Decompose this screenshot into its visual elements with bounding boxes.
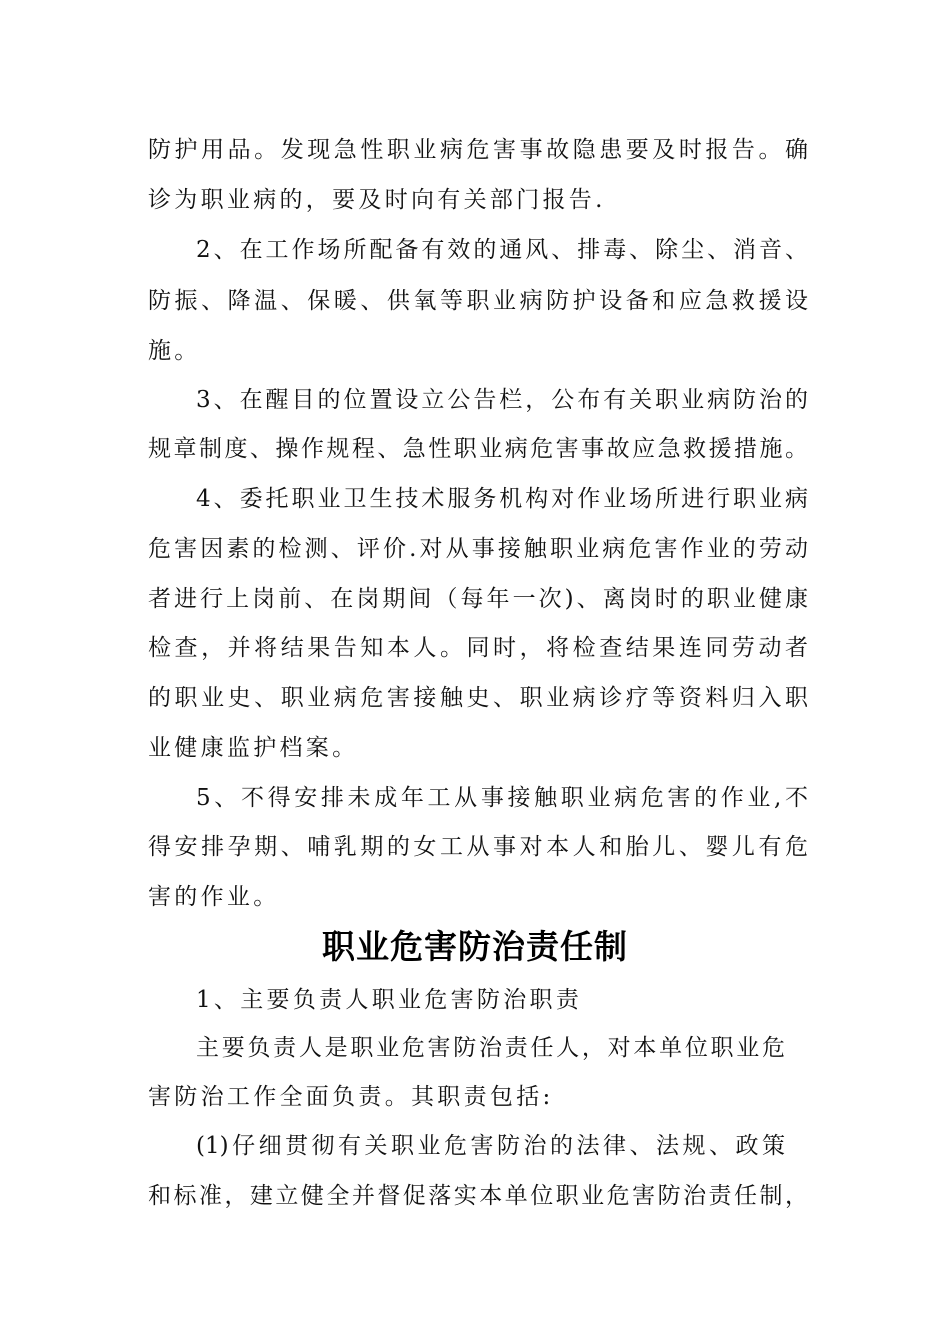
paragraph-line: 的职业史、职业病危害接触史、职业病诊疗等资料归入职 [148, 685, 808, 711]
paragraph-line: 施。 [148, 338, 201, 364]
paragraph-line: 危害因素的检测、评价.对从事接触职业病危害作业的劳动 [148, 536, 808, 562]
section-title: 职业危害防治责任制 [322, 927, 628, 966]
paragraph-line: 者进行上岗前、在岗期间（每年一次)、离岗时的职业健康 [148, 586, 808, 612]
paragraph-line: 害的作业。 [148, 884, 280, 910]
paragraph-line: 4、委托职业卫生技术服务机构对作业场所进行职业病 [196, 486, 808, 512]
paragraph-line: 害防治工作全面负责。其职责包括: [148, 1084, 554, 1110]
paragraph-line: 5、不得安排未成年工从事接触职业病危害的作业,不 [196, 785, 808, 811]
paragraph-line: 3、在醒目的位置设立公告栏，公布有关职业病防治的 [196, 387, 808, 413]
paragraph-line: 防振、降温、保暖、供氧等职业病防护设备和应急救援设 [148, 288, 808, 314]
paragraph-line: 1、主要负责人职业危害防治职责 [196, 987, 583, 1013]
paragraph-line: 检查，并将结果告知本人。同时，将检查结果连同劳动者 [148, 635, 808, 661]
paragraph-line: (1)仔细贯彻有关职业危害防治的法律、法规、政策 [196, 1133, 785, 1159]
paragraph-line: 和标准，建立健全并督促落实本单位职业危害防治责任制， [148, 1183, 808, 1209]
paragraph-line: 得安排孕期、哺乳期的女工从事对本人和胎儿、婴儿有危 [148, 834, 808, 860]
paragraph-line: 2、在工作场所配备有效的通风、排毒、除尘、消音、 [196, 237, 808, 263]
paragraph-line: 规章制度、操作规程、急性职业病危害事故应急救援措施。 [148, 436, 808, 462]
paragraph-line: 诊为职业病的，要及时向有关部门报告. [148, 187, 606, 213]
paragraph-line: 防护用品。发现急性职业病危害事故隐患要及时报告。确 [148, 137, 808, 163]
paragraph-line: 业健康监护档案。 [148, 735, 359, 761]
paragraph-line: 主要负责人是职业危害防治责任人，对本单位职业危 [196, 1035, 785, 1061]
